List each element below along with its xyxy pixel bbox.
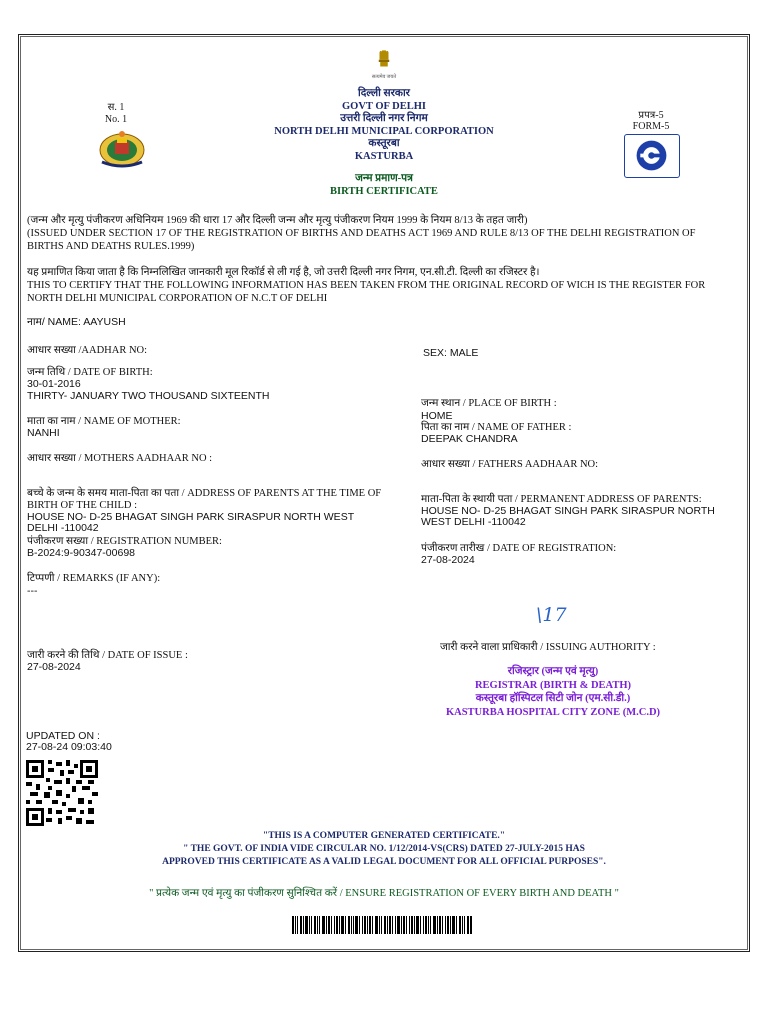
corporation-english: NORTH DELHI MUNICIPAL CORPORATION <box>274 125 494 137</box>
pob-value: HOME <box>421 410 453 422</box>
pob-label: जन्म स्थान / PLACE OF BIRTH : <box>421 398 557 409</box>
child-name: नाम/ NAME: AAYUSH <box>27 316 126 328</box>
registrar-zone-english: KASTURBA HOSPITAL CITY ZONE (M.C.D) <box>445 706 661 718</box>
registrar-zone-hindi: कस्तूरबा हॉस्पिटल सिटी जोन (एम.सी.डी.) <box>475 693 631 705</box>
mother-aadhaar-label: आधार सख्या / MOTHERS AADHAAR NO : <box>27 453 213 464</box>
authority-signature: \17 <box>536 604 567 626</box>
govt-hindi: दिल्ली सरकार <box>358 88 410 99</box>
date-of-issue <box>27 650 188 673</box>
father-name-label: पिता का नाम / NAME OF FATHER : <box>421 422 572 433</box>
permanent-address-label: माता-पिता के स्थायी पता / PERMANENT ADDRESS OF PARENTS: <box>421 494 702 505</box>
certify-english-line2: NORTH DELHI MUNICIPAL CORPORATION OF N.C.T OF DELHI <box>27 293 328 305</box>
certificate-title-hindi: जन्म प्रमाण-पत्र <box>355 173 413 184</box>
address-at-birth-label-line2: BIRTH OF THE CHILD : <box>27 500 138 511</box>
serial-number-hindi: स. 1 <box>107 102 125 113</box>
serial-number-english: No. 1 <box>104 114 128 125</box>
national-emblem <box>362 48 406 81</box>
updated-on-value: 27-08-24 09:03:40 <box>26 741 112 753</box>
registrar-english: REGISTRAR (BIRTH & DEATH) <box>474 679 632 691</box>
registration-date-label: पंजीकरण तारीख / DATE OF REGISTRATION: <box>421 543 617 554</box>
updated-on <box>26 731 112 753</box>
registrar-hindi: रजिस्ट्रार (जन्म एवं मृत्यु) <box>507 666 599 677</box>
permanent-address-value-line1: HOUSE NO- D-25 BHAGAT SINGH PARK SIRASPUR NORTH <box>421 505 715 517</box>
address-at-birth-value-line1: HOUSE NO- D-25 BHAGAT SINGH PARK SIRASPUR NORTH WEST <box>27 511 355 523</box>
certificate-title <box>260 172 508 198</box>
header-titles <box>220 88 548 164</box>
mother-name-value: NANHI <box>27 427 60 439</box>
footer-notice <box>120 830 648 869</box>
mother-name-label: माता का नाम / NAME OF MOTHER: <box>27 416 181 427</box>
crs-logo-icon <box>624 134 680 178</box>
place-of-birth <box>421 398 557 422</box>
certify-text <box>27 266 747 306</box>
serial-number <box>96 102 136 126</box>
barcode-icon <box>292 916 472 934</box>
form-number-hindi: प्रपत्र-5 <box>638 110 664 121</box>
permanent-address-value-line2: WEST DELHI -110042 <box>421 516 526 528</box>
issued-under-hindi: (जन्म और मृत्यु पंजीकरण अधिनियम 1969 की धारा 17 और दिल्ली जन्म और मृत्यु पंजीकरण नियम 1999 के नियम 8/13 के तहत जारी) <box>27 215 528 226</box>
certify-hindi: यह प्रमाणित किया जाता है कि निम्नलिखित जानकारी मूल रिकॉर्ड से ली गई है, जो उत्तरी दिल्ली नगर निगम, एन.सी.टी. दिल्ली का रजिस्टर है। <box>27 267 540 278</box>
issuing-authority-label: जारी करने वाला प्राधिकारी / ISSUING AUTHORITY : <box>440 642 656 653</box>
child-aadhar-label: आधार सख्या /AADHAR NO: <box>27 345 148 356</box>
remarks <box>27 573 160 597</box>
date-of-issue-label: जारी करने की तिथि / DATE OF ISSUE : <box>27 650 188 661</box>
dob-value: 30-01-2016 <box>27 378 81 390</box>
ashoka-emblem-icon <box>375 48 393 70</box>
dob-words: THIRTY- JANUARY TWO THOUSAND SIXTEENTH <box>27 390 270 402</box>
date-of-issue-value: 27-08-2024 <box>27 661 81 673</box>
certificate-title-english: BIRTH CERTIFICATE <box>330 186 438 197</box>
issued-under-english-line1: (ISSUED UNDER SECTION 17 OF THE REGISTRATION OF BIRTHS AND DEATHS ACT 1969 AND RULE 8/13 OF THE DELHI REGISTRATION OF <box>27 228 696 240</box>
registration-date-value: 27-08-2024 <box>421 554 475 566</box>
issued-under-english-line2: BIRTHS AND DEATHS RULES.1999) <box>27 241 195 253</box>
form-number-english: FORM-5 <box>632 121 670 132</box>
remarks-value: --- <box>27 585 38 597</box>
ensure-registration-slogan: " प्रत्येक जन्म एवं मृत्यु का पंजीकरण सुनिश्चित करें / ENSURE REGISTRATION OF EVERY BIRTH AND DEATH " <box>149 888 619 899</box>
dob-label: जन्म तिथि / DATE OF BIRTH: <box>27 367 153 378</box>
footer-line1: "THIS IS A COMPUTER GENERATED CERTIFICATE." <box>262 831 506 841</box>
corporation-hindi: उत्तरी दिल्ली नगर निगम <box>340 113 428 125</box>
footer-line3: APPROVED THIS CERTIFICATE AS A VALID LEGAL DOCUMENT FOR ALL OFFICIAL PURPOSES". <box>162 857 606 867</box>
mother-name <box>27 416 181 439</box>
zone-english: KASTURBA <box>354 150 414 162</box>
father-aadhaar-label: आधार सख्या / FATHERS AADHAAR NO: <box>421 459 599 470</box>
registration-number <box>27 536 222 559</box>
child-sex: SEX: MALE <box>423 347 479 359</box>
govt-english: GOVT OF DELHI <box>341 100 426 112</box>
updated-on-label: UPDATED ON : <box>26 730 100 742</box>
mcd-logo-icon <box>96 128 148 170</box>
qr-code-icon <box>26 760 98 826</box>
form-number <box>622 110 680 132</box>
footer-line2: " THE GOVT. OF INDIA VIDE CIRCULAR NO. 1/12/2014-VS(CRS) DATED 27-JULY-2015 HAS <box>183 844 585 854</box>
father-name-value: DEEPAK CHANDRA <box>421 433 518 445</box>
address-at-birth-value-line2: DELHI -110042 <box>27 522 99 534</box>
address-at-birth <box>27 488 412 534</box>
issued-under-text <box>27 214 747 254</box>
registration-number-label: पंजीकरण सख्या / REGISTRATION NUMBER: <box>27 536 222 547</box>
registration-date <box>421 543 616 566</box>
emblem-caption: सत्यमेव जयते <box>371 75 397 80</box>
remarks-label: टिप्पणी / REMARKS (IF ANY): <box>27 573 161 584</box>
registrar-block <box>400 665 706 719</box>
zone-hindi: कस्तूरबा <box>368 138 400 150</box>
registration-number-value: B-2024:9-90347-00698 <box>27 547 136 559</box>
address-at-birth-label-line1: बच्चे के जन्म के समय माता-पिता का पता / ADDRESS OF PARENTS AT THE TIME OF <box>27 488 382 499</box>
date-of-birth <box>27 367 270 402</box>
permanent-address <box>421 494 741 528</box>
certify-english-line1: THIS TO CERTIFY THAT THE FOLLOWING INFORMATION HAS BEEN TAKEN FROM THE ORIGINAL RECORD OF WICH IS THE REGISTER FOR <box>27 280 706 292</box>
father-name <box>421 422 571 445</box>
